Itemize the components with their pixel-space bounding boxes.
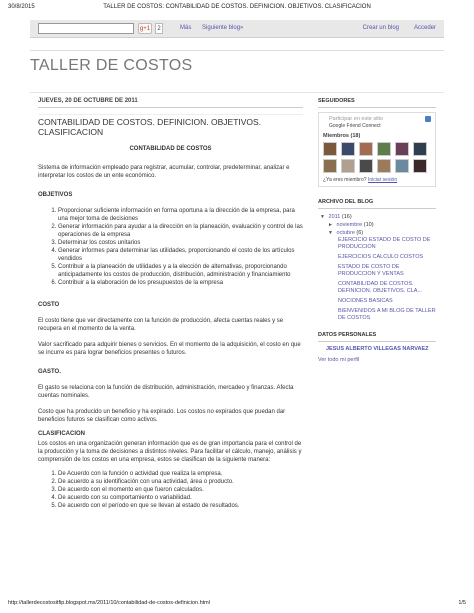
print-date: 30/8/2015 bbox=[8, 4, 35, 10]
triangle-down-icon[interactable]: ▼ bbox=[320, 214, 325, 220]
archive-post-link[interactable]: BIENVENIDOS A MI BLOG DE TALLER DE COSTOS bbox=[338, 308, 436, 321]
profile-title: DATOS PERSONALES bbox=[318, 332, 436, 342]
triangle-down-icon[interactable]: ▼ bbox=[328, 230, 333, 236]
archive-post-link[interactable]: CONTABILIDAD DE COSTOS. DEFINICION. OBJETIVOS. CLA... bbox=[338, 281, 423, 294]
blogger-navbar bbox=[30, 20, 444, 38]
avatar[interactable] bbox=[341, 159, 355, 173]
avatar[interactable] bbox=[359, 159, 373, 173]
more-link[interactable]: Más bbox=[180, 25, 192, 31]
print-header bbox=[8, 4, 466, 14]
already-member bbox=[323, 177, 431, 183]
post-body bbox=[38, 145, 303, 510]
archive-post-link[interactable]: NOCIONES BASICAS bbox=[338, 298, 393, 304]
list-item: 3. Determinar los costos unitarios bbox=[58, 239, 303, 247]
avatar[interactable] bbox=[395, 142, 409, 156]
post-title[interactable]: CONTABILIDAD DE COSTOS. DEFINICION. OBJETIVOS. CLASIFICACION bbox=[38, 114, 303, 137]
costo-paragraph-2: Valor sacrificado para adquirir bienes o servicios. En el momento de la adquisición, el costo en que se incurre es para lograr beneficios presentes o futuros. bbox=[38, 342, 301, 356]
gasto-paragraph-1: El gasto se relaciona con la función de distribución, administración, mercadeo y finanzas. Afecta cuentas nominales. bbox=[38, 385, 294, 399]
list-item: 2. Generar información para ayudar a la dirección en la planeación, evaluación y control de las operaciones de la empresa bbox=[58, 223, 303, 239]
avatar-grid bbox=[323, 142, 431, 173]
post-heading: CONTABILIDAD DE COSTOS bbox=[129, 146, 212, 152]
avatar[interactable] bbox=[377, 142, 391, 156]
friend-connect-icon bbox=[425, 116, 431, 122]
clasificacion-paragraph: Los costos en una organización generan información que es de gran importancia para el control de la producción y la toma de decisiones a distintos niveles. Para facilitar el cálculo, manejo, análisis y comprensión de los costos en una empresa, estos se clasifican de la siguiente manera: bbox=[38, 441, 302, 463]
archive-title: ARCHIVO DEL BLOG bbox=[318, 199, 436, 209]
signin-link[interactable]: Iniciar sesión bbox=[367, 177, 398, 183]
view-profile-link[interactable]: Ver todo mi perfil bbox=[318, 357, 360, 363]
archive-month-november[interactable] bbox=[318, 221, 436, 229]
avatar[interactable] bbox=[341, 142, 355, 156]
archive-post-list bbox=[318, 237, 436, 322]
profile-name[interactable]: JESUS ALBERTO VILLEGAS NARVAEZ bbox=[326, 346, 429, 352]
print-url: http://tallerdecostositfip.blogspot.mx/2011/10/contabilidad-de-costos-definicion.html bbox=[8, 600, 210, 606]
list-item: 6. Contribuir a la elaboración de los presupuestos de la empresa bbox=[58, 279, 303, 287]
avatar[interactable] bbox=[395, 159, 409, 173]
list-item: 1. De Acuerdo con la función o actividad que realiza la empresa. bbox=[58, 470, 303, 478]
gasto-paragraph-2: Costo que ha producido un beneficio y ha expirado. Los costos no expirados que puedan dar beneficios futuros se clasifican como activos. bbox=[38, 409, 286, 423]
google-plus-button[interactable]: g+1 bbox=[138, 23, 152, 34]
list-item: 4. Generar informes para determinar las utilidades, proporcionando el costo de los artículos vendidos bbox=[58, 247, 303, 263]
gasto-heading: GASTO. bbox=[38, 369, 61, 375]
search-input[interactable] bbox=[38, 23, 134, 34]
followers-title: SEGUIDORES bbox=[318, 98, 436, 108]
already-member-text: ¿Ya eres miembro? bbox=[323, 177, 367, 183]
post-column bbox=[38, 98, 303, 516]
print-page-number: 1/5 bbox=[458, 600, 466, 606]
followers-widget bbox=[318, 112, 436, 187]
month-count: (6) bbox=[356, 230, 364, 236]
next-blog-link[interactable]: Siguiente blog» bbox=[202, 25, 244, 31]
archive-post-link[interactable]: EJERCICIO ESTADO DE COSTO DE PRODUCCION bbox=[338, 237, 431, 250]
list-item: 4. De acuerdo con su comportamiento o variabilidad. bbox=[58, 494, 303, 502]
avatar[interactable] bbox=[413, 142, 427, 156]
sidebar bbox=[318, 98, 436, 363]
archive-post-link[interactable]: EJERCICIOS CALCULO COSTOS bbox=[338, 254, 424, 260]
month-count: (10) bbox=[363, 222, 374, 228]
list-item: 1. Proporcionar suficiente información en forma oportuna a la dirección de la empresa, para una mejor toma de decisiones bbox=[58, 207, 303, 223]
avatar[interactable] bbox=[323, 159, 337, 173]
list-item: 5. De acuerdo con el período en que se llevan al estado de resultados. bbox=[58, 502, 303, 510]
clasificacion-heading: CLASIFICACION bbox=[38, 431, 85, 437]
list-item: 3. De acuerdo con el momento en que fueron calculados. bbox=[58, 486, 303, 494]
year-count: (16) bbox=[341, 214, 352, 220]
avatar[interactable] bbox=[377, 159, 391, 173]
costo-heading: COSTO bbox=[38, 302, 60, 308]
print-page-title: TALLER DE COSTOS: CONTABILIDAD DE COSTOS. DEFINICION. OBJETIVOS. CLASIFICACION bbox=[103, 4, 371, 10]
header-divider bbox=[30, 92, 444, 93]
print-footer bbox=[8, 600, 466, 609]
create-blog-link[interactable]: Crear un blog bbox=[362, 25, 399, 31]
login-link[interactable]: Acceder bbox=[413, 25, 436, 31]
avatar[interactable] bbox=[359, 142, 373, 156]
members-count: Miembros (18) bbox=[323, 133, 361, 139]
objetivos-heading: OBJETIVOS bbox=[38, 192, 73, 198]
triangle-right-icon[interactable]: ► bbox=[328, 222, 333, 228]
month-label[interactable]: octubre bbox=[336, 230, 355, 236]
archive-year[interactable] bbox=[318, 213, 436, 221]
costo-paragraph-1: El costo tiene que ver directamente con la función de producción, afecta cuentas reales y se recupera en el momento de la venta. bbox=[38, 318, 284, 332]
blog-header bbox=[30, 50, 444, 90]
avatar[interactable] bbox=[323, 142, 337, 156]
objetivos-list bbox=[38, 207, 303, 287]
blog-title[interactable]: TALLER DE COSTOS bbox=[30, 57, 193, 74]
clasificacion-list bbox=[38, 470, 303, 510]
list-item: 2. De acuerdo a su identificación con una actividad, área o producto. bbox=[58, 478, 303, 486]
avatar[interactable] bbox=[413, 159, 427, 173]
follow-link[interactable] bbox=[323, 116, 431, 122]
archive-post-link[interactable]: ESTADO DE COSTO DE PRODUCCION Y VENTAS bbox=[338, 264, 404, 277]
intro-paragraph: Sistema de información empleado para registrar, acumular, controlar, predeterminar, analizar e interpretar los costos de un ente económico. bbox=[38, 165, 290, 179]
list-item: 5. Contribuir a la planeación de utilidades y a la elección de alternativas, proporcionando anticipadamente los costos de producción, distribución, administración y financiamiento bbox=[58, 263, 303, 279]
blog-archive bbox=[318, 199, 436, 322]
plus-count: 2 bbox=[155, 23, 163, 34]
post-date: JUEVES, 20 DE OCTUBRE DE 2011 bbox=[38, 98, 303, 108]
gfc-label: Google Friend Connect bbox=[329, 123, 381, 129]
month-label[interactable]: noviembre bbox=[336, 222, 363, 228]
archive-month-october[interactable] bbox=[318, 229, 436, 237]
profile-widget bbox=[318, 332, 436, 363]
follow-text: Participar en este sitio bbox=[329, 116, 384, 122]
year-label[interactable]: 2011 bbox=[328, 214, 341, 220]
